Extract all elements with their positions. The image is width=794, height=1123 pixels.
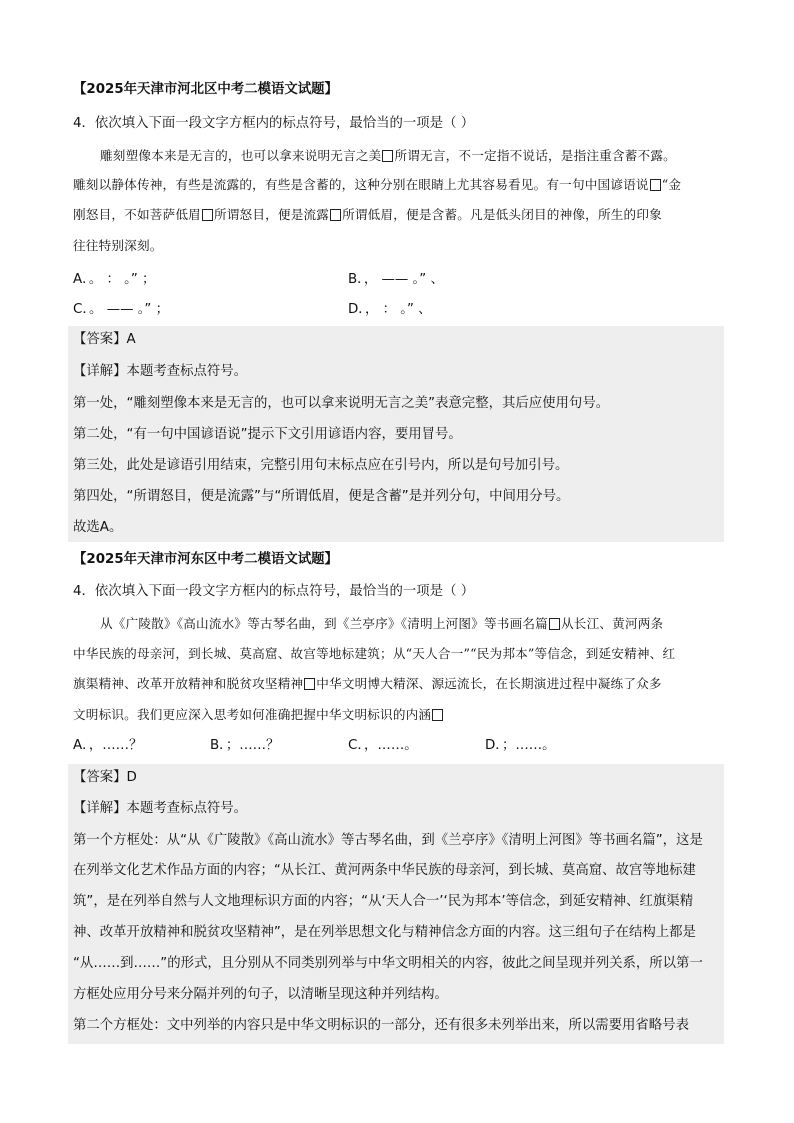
q2-detail-line: 筑”，是在列举自然与人文地理标识方面的内容；“从‘天人合一’‘民为邦本’等信念，到延安精神、红旗渠精 [73,894,694,909]
q2-option-d: D．；……。 [485,738,556,753]
q2-detail-line: 第一个方框处：从“从《广陵散》《高山流水》等古琴名曲，到《兰亭序》《清明上河图》等书画名篇”，这是 [73,833,703,848]
q1-passage-line-4: 往往特别深刻。 [73,238,163,253]
q2-answer: 【答案】D [73,770,137,785]
q2-option-c: C．，……。 [348,738,418,753]
q1-option-c: C．。 —— 。” ； [73,302,170,317]
blank-box [330,209,341,221]
q2-source: 【2025年天津市河东区中考二模语文试题】 [73,552,338,567]
q1-stem: 4．依次填入下面一段文字方框内的标点符号，最恰当的一项是（ ） [73,116,475,131]
q1-passage-line-1: 雕刻塑像本来是无言的，也可以拿来说明无言之美 所谓无言，不一定指不说话，是指注重含蓄不露。 [100,148,676,163]
q1-passage-line-2: 雕刻以静体传神，有些是流露的，有些是含蓄的，这种分别在眼睛上尤其容易看见。有一句中国谚语说 “金 [73,177,682,192]
blank-box [549,618,560,630]
q1-option-a: A．。 ： 。” ； [73,272,156,287]
q1-detail-line: 第三处，此处是谚语引用结束，完整引用句末标点应在引号内，所以是句号加引号。 [73,458,569,473]
q2-detail-line: 在列举文化艺术作品方面的内容；“从长江、黄河两条中华民族的母亲河，到长城、莫高窟、故宫等地标建 [73,863,696,878]
q2-detail-title: 【详解】本题考查标点符号。 [73,801,248,816]
q2-passage-line-2: 中华民族的母亲河，到长城、莫高窟、故宫等地标建筑；从“天人合一”“民为邦本”等信念，到延安精神、红 [73,646,676,661]
q2-stem: 4．依次填入下面一段文字方框内的标点符号，最恰当的一项是（ ） [73,584,475,599]
q1-detail-title: 【详解】本题考查标点符号。 [73,364,248,379]
q1-answer: 【答案】A [73,332,136,347]
q2-detail-line: “从……到……”的形式，且分别从不同类别列举与中华文明相关的内容，彼此之间呈现并列关系，所以第一 [73,956,703,971]
q1-passage-line-3: 刚怒目，不如菩萨低眉 所谓怒目，便是流露 所谓低眉，便是含蓄。凡是低头闭目的神像，所生的印象 [73,207,662,222]
blank-box [650,179,661,191]
q1-option-b: B．， —— 。” 、 [348,272,444,287]
q2-passage-line-4: 文明标识。我们更应深入思考如何准确把握中华文明标识的内涵 [73,705,444,725]
q2-detail-line: 第二个方框处：文中列举的内容只是中华文明标识的一部分，还有很多未列举出来，所以需要用省略号表 [73,1018,689,1033]
q2-detail-line: 神、改革开放精神和脱贫攻坚精神”，是在列举思想文化与精神信念方面的内容。这三组句子在结构上都是 [73,925,696,940]
q1-option-d: D．， ： 。” 、 [348,302,432,317]
blank-box [202,209,213,221]
blank-box [304,678,315,690]
q1-detail-line: 第一处，“雕刻塑像本来是无言的，也可以拿来说明无言之美”表意完整，其后应使用句号。 [73,396,610,411]
q1-source: 【2025年天津市河北区中考二模语文试题】 [73,82,338,97]
q2-option-a: A．，……？ [73,738,143,753]
q1-detail-line: 第四处，“所谓怒目，便是流露”与“所谓低眉，便是含蓄”是并列分句，中间用分号。 [73,489,570,504]
q1-detail-line: 故选A。 [73,520,123,535]
q2-passage-line-1: 从《广陵散》《高山流水》等古琴名曲，到《兰亭序》《清明上河图》等书画名篇 从长江、黄河两条 [100,616,664,631]
q2-detail-line: 方框处应用分号来分隔并列的句子，以清晰呈现这种并列结构。 [73,987,448,1002]
q2-passage-line-3: 旗渠精神、改革开放精神和脱贫攻坚精神 中华文明博大精深、源远流长，在长期演进过程中凝练了众多 [73,676,662,691]
q1-detail-line: 第二处，“有一句中国谚语说”提示下文引用谚语内容，要用冒号。 [73,427,462,442]
blank-box [432,709,443,721]
q2-option-b: B．；……？ [210,738,280,753]
blank-box [382,150,393,162]
